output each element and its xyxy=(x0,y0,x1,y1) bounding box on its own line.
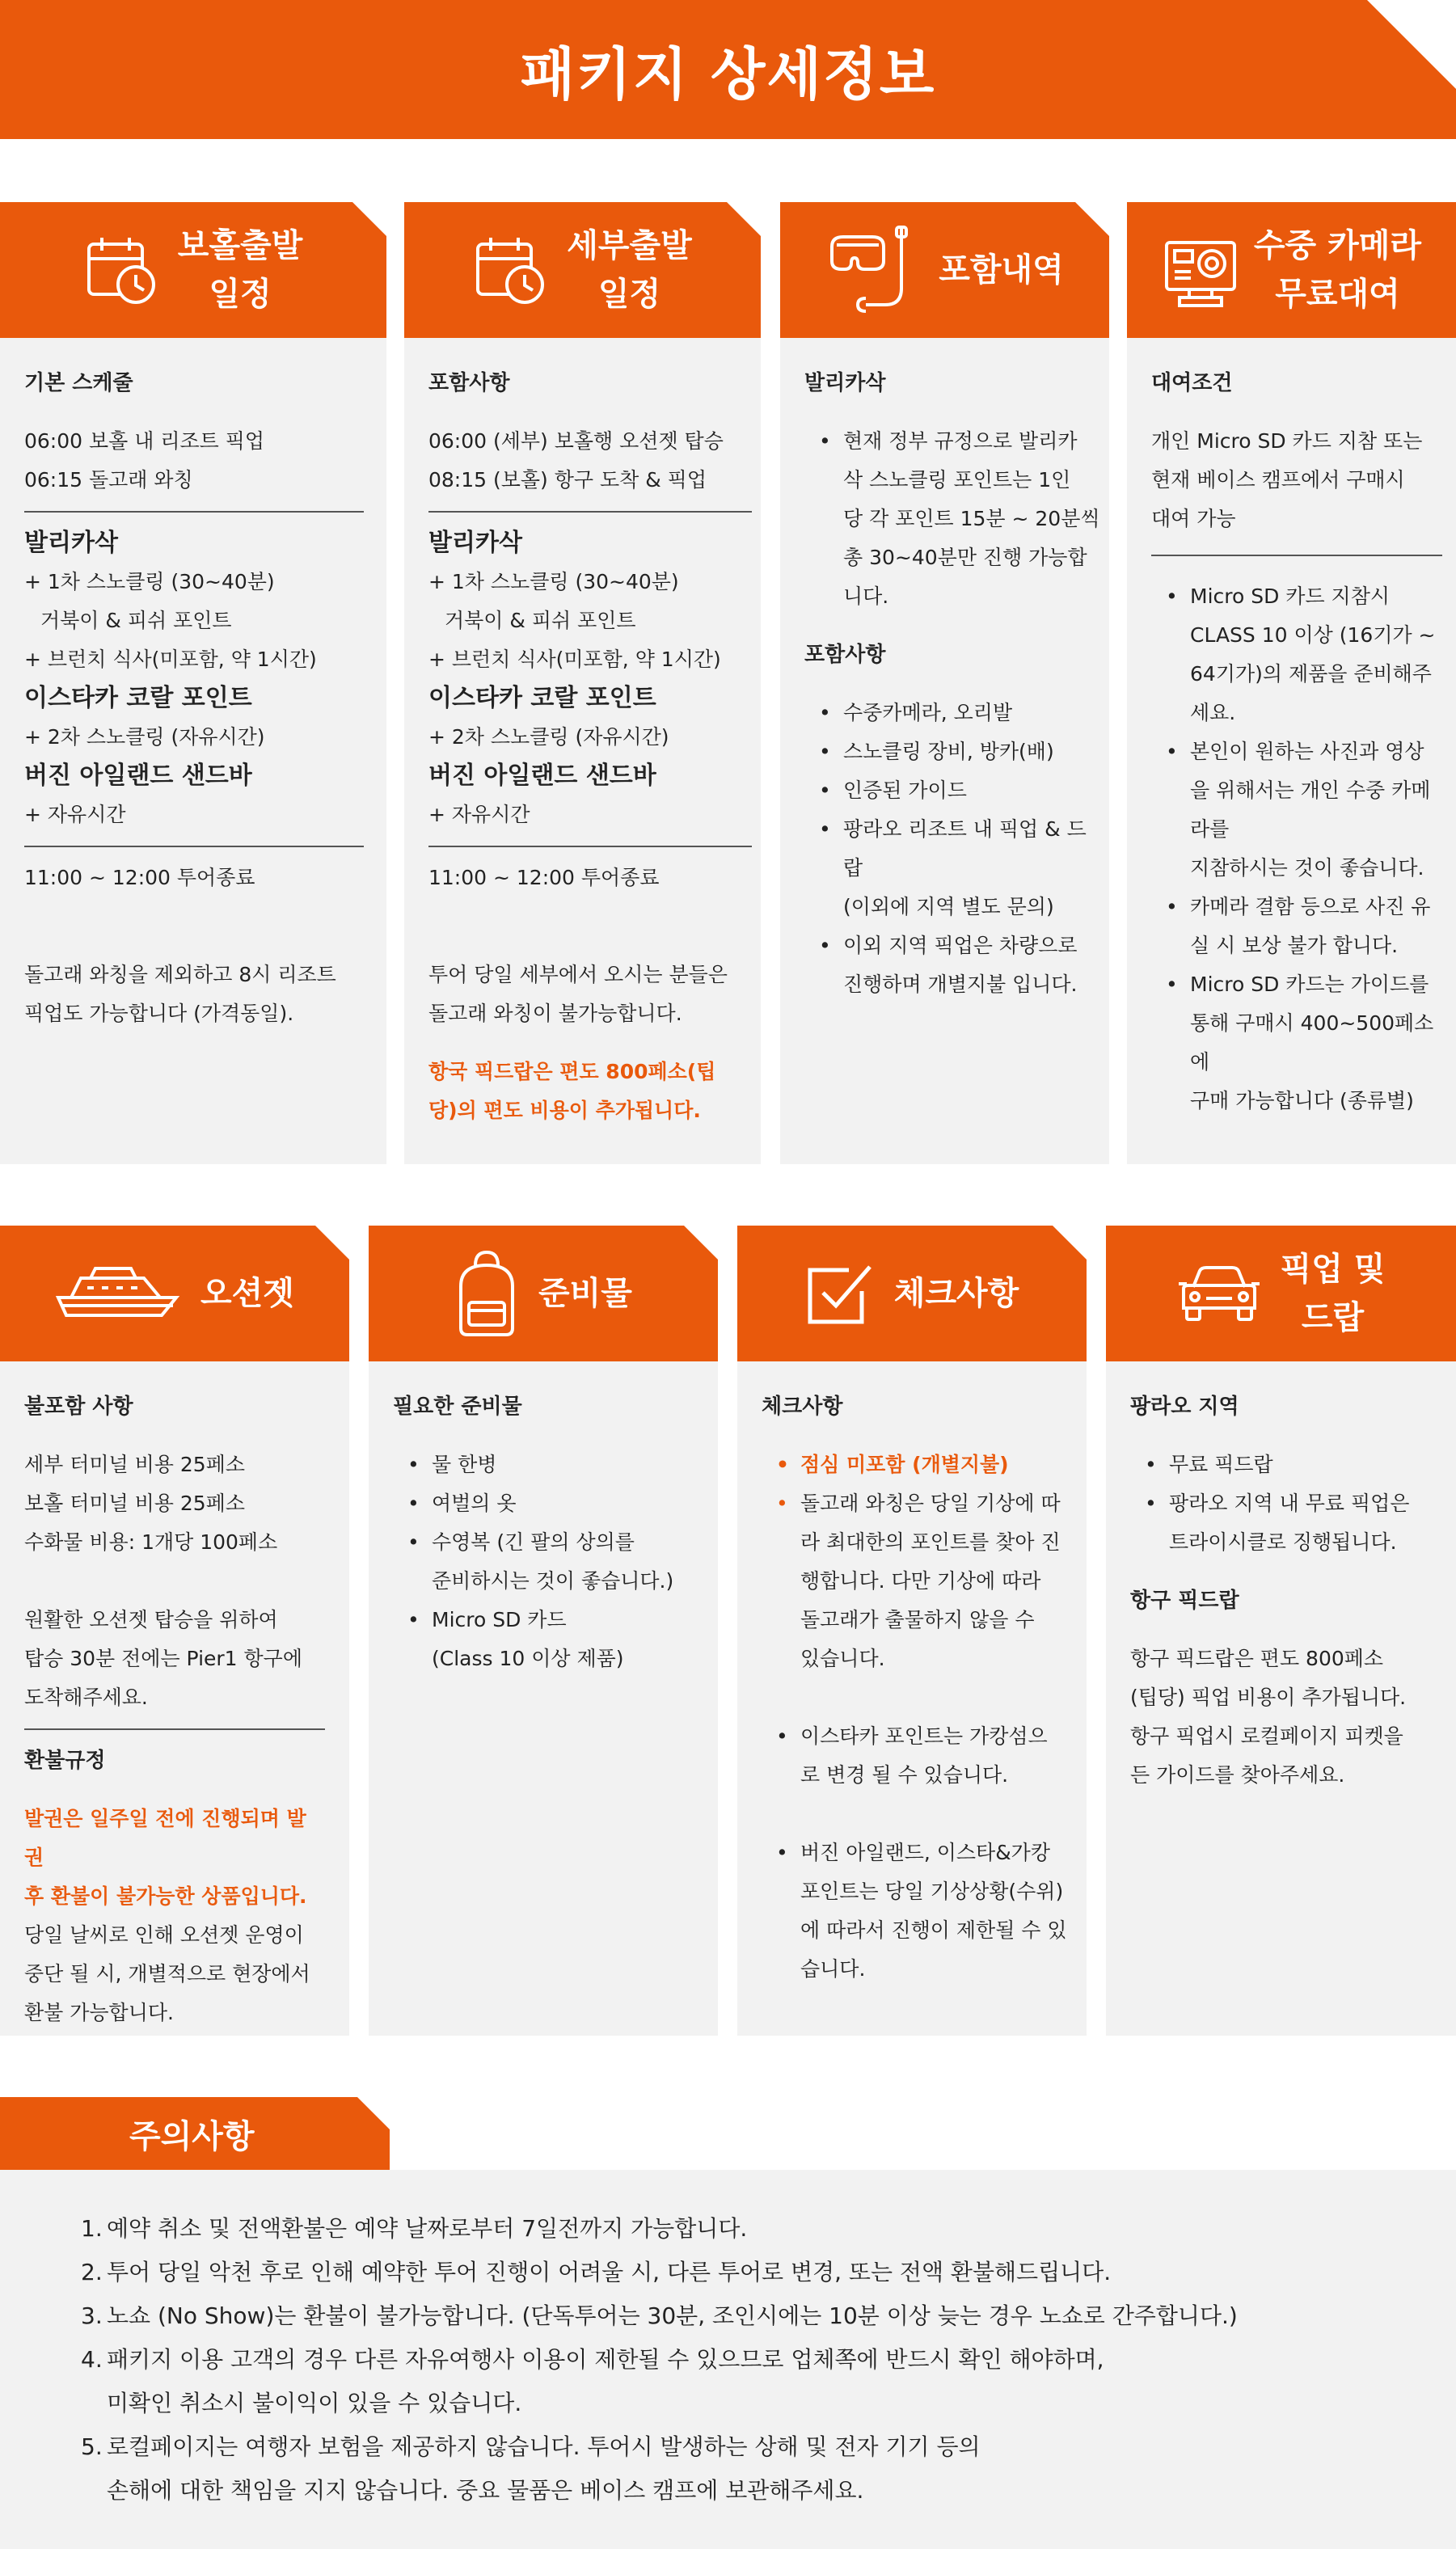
checkbox-icon xyxy=(805,1259,875,1328)
section-label: 발리카삭 xyxy=(804,371,886,395)
card-oceanjet-body: 불포함 사항 세부 터미널 비용 25페소 보홀 터미널 비용 25페소 수화물 비용: 1개당 100페소 원활한 오션젯 탑승을 위하여 탑승 30분 전에는 Pier1 항구에 도착해주세요. 환불규정 발권은 일주일 전에 진행되며 발권 후 환불이 불가능한 상품입니다. 당일 날씨로 인해 오션젯 운영이 중단 될 시, 개별적으로 현장에서 환불 가능합니다. xyxy=(24,1387,325,2032)
section-label: 환불규정 xyxy=(24,1749,106,1773)
card-title: 체크사항 xyxy=(893,1275,1019,1312)
section-label: 기본 스케줄 xyxy=(24,371,133,395)
divider xyxy=(1151,555,1442,556)
list-item: • 점심 미포함 (개별지불) xyxy=(762,1445,1069,1484)
card-pickup-body: 팡라오 지역 • 무료 픽드랍 • 팡라오 지역 내 무료 픽업은 트라이시클로 징행됩니다. 항구 픽드랍 항구 픽드랍은 편도 800페소 (팁당) 픽업 비용이 추가됩니다. 항구 픽업시 로컬페이지 피켓을 든 가이드를 찾아주세요. xyxy=(1130,1387,1437,1795)
card-title: 수중 카메라 무료대여 xyxy=(1253,227,1422,313)
section-label: 항구 픽드랍 xyxy=(1130,1589,1239,1613)
card-camera-body: 대여조건 개인 Micro SD 카드 지참 또는 현재 베이스 캠프에서 구매시 대여 가능 • Micro SD 카드 지참시 CLASS 10 이상 (16기가 ~ 64기가)의 제품을 준비해주 세요. • 본인이 원하는 사진과 영상 을 위해서는 개인 수중 카메 라를 지참하시는 것이 좋습니다. • 카메라 결함 등으로 사진 유 실 시 보상 불가 합니다. • Micro SD 카드는 가이드를 통해 구매시 400~500페소 에 구매 가능합니다 (종류별) xyxy=(1151,364,1442,1120)
notice-title: 주의사항 xyxy=(129,2117,255,2155)
list-item: • 본인이 원하는 사진과 영상 을 위해서는 개인 수중 카메 라를 지참하시는 것이 좋습니다. xyxy=(1151,732,1442,888)
list-item: • Micro SD 카드 지참시 CLASS 10 이상 (16기가 ~ 64기가)의 제품을 준비해주 세요. xyxy=(1151,577,1442,732)
card-title: 준비물 xyxy=(538,1275,632,1312)
backpack-icon xyxy=(454,1249,519,1338)
list-item: • 수영복 (긴 팔의 상의를 준비하시는 것이 좋습니다.) xyxy=(393,1523,708,1601)
divider xyxy=(428,846,752,847)
section-label: 팡라오 지역 xyxy=(1130,1395,1239,1419)
section-label: 필요한 준비물 xyxy=(393,1395,522,1419)
card-pickup-header xyxy=(1106,1226,1456,1361)
card-title: 픽업 및 드랍 xyxy=(1280,1251,1386,1336)
list-item: • 스노클링 장비, 방카(배) xyxy=(804,732,1104,771)
page-title: 패키지 상세정보 xyxy=(520,40,936,108)
car-icon xyxy=(1177,1263,1261,1324)
calendar-clock-icon xyxy=(84,233,158,307)
card-preparation-header xyxy=(369,1226,718,1361)
divider xyxy=(24,846,364,847)
notice-item: 4. 패키지 이용 고객의 경우 다른 자유여행사 이용이 제한될 수 있으므로 업체쪽에 반드시 확인 해야하며, 미확인 취소시 불이익이 있을 수 있습니다. xyxy=(81,2346,1104,2416)
section-label: 대여조건 xyxy=(1151,371,1233,395)
card-check-body xyxy=(762,1387,1069,1989)
card-preparation-body xyxy=(393,1387,708,1678)
calendar-clock-icon xyxy=(473,233,547,307)
card-bohol-header xyxy=(0,202,386,338)
page-header-banner xyxy=(0,0,1456,139)
section-label: 포함사항 xyxy=(428,371,510,395)
list-item: • 이스타카 포인트는 가캉섬으 로 변경 될 수 있습니다. xyxy=(762,1717,1069,1795)
divider xyxy=(24,1728,325,1730)
card-check-header xyxy=(737,1226,1087,1361)
list-item: • Micro SD 카드 (Class 10 이상 제품) xyxy=(393,1601,708,1678)
list-item: • Micro SD 카드는 가이드를 통해 구매시 400~500페소 에 구매 가능합니다 (종류별) xyxy=(1151,965,1442,1120)
list-item: • 여벌의 옷 xyxy=(393,1484,708,1523)
list-item: • 무료 픽드랍 xyxy=(1130,1445,1437,1484)
card-included-header xyxy=(780,202,1109,338)
list-item: • 돌고래 와칭은 당일 기상에 따 라 최대한의 포인트를 찾아 진 행합니다. 다만 기상에 따라 돌고래가 출물하지 않을 수 있습니다. xyxy=(762,1484,1069,1678)
card-bohol-body: 기본 스케줄 06:00 보홀 내 리조트 픽업 06:15 돌고래 와칭 발리카삭 + 1차 스노클링 (30~40분) 거북이 & 피쉬 포인트 + 브런치 식사(미포함, 약 1시간) 이스타카 코랄 포인트 + 2차 스노클링 (자유시간) 버진 아일랜드 샌드바 + 자유시간 11:00 ~ 12:00 투어종료 돌고래 와칭을 제외하고 8시 리조트 픽업도 가능합니다 (가격동일). xyxy=(24,364,364,1033)
card-cebu-header xyxy=(404,202,761,338)
card-oceanjet-header xyxy=(0,1226,349,1361)
list-item: • 물 한병 xyxy=(393,1445,708,1484)
snorkel-mask-icon xyxy=(825,226,919,314)
card-title: 오션젯 xyxy=(200,1275,294,1312)
card-cebu-body: 포함사항 06:00 (세부) 보홀행 오션젯 탑승 08:15 (보홀) 항구 도착 & 픽업 발리카삭 + 1차 스노클링 (30~40분) 거북이 & 피쉬 포인트 + 브런치 식사(미포함, 약 1시간) 이스타카 코랄 포인트 + 2차 스노클링 (자유시간) 버진 아일랜드 샌드바 + 자유시간 11:00 ~ 12:00 투어종료 투어 당일 세부에서 오시는 분들은 돌고래 와칭이 불가능합니다. 항국 픽드랍은 편도 800페소(팁 당)의 편도 비용이 추가됩니다. xyxy=(428,364,752,1130)
notice-item: 1. 예약 취소 및 전액환불은 예약 날짜로부터 7일전까지 가능합니다. xyxy=(81,2215,748,2242)
card-title: 세부출발 일정 xyxy=(567,227,692,313)
notice-item: 5. 로컬페이지는 여행자 보험을 제공하지 않습니다. 투어시 발생하는 상해 및 전자 기기 등의 손해에 대한 책임을 지지 않습니다. 중요 물품은 베이스 캠프에 보관해주세요. xyxy=(81,2433,981,2504)
list-item: • 버진 아일랜드, 이스타&가캉 포인트는 당일 기상상황(수위) 에 따라서 진행이 제한될 수 있 습니다. xyxy=(762,1834,1069,1989)
list-item: • 이외 지역 픽업은 차량으로 진행하며 개별지불 입니다. xyxy=(804,926,1104,1004)
list-item: • 수중카메라, 오리발 xyxy=(804,694,1104,732)
card-title: 보홀출발 일정 xyxy=(177,227,303,313)
card-camera-header xyxy=(1127,202,1456,338)
list-item: • 카메라 결함 등으로 사진 유 실 시 보상 불가 합니다. xyxy=(1151,888,1442,965)
divider xyxy=(428,511,752,513)
notice-list xyxy=(81,2207,1391,2513)
section-label: 포함사항 xyxy=(804,643,886,667)
refund-warning: 발권은 일주일 전에 진행되며 발권 xyxy=(24,1807,306,1869)
ferry-icon xyxy=(55,1265,181,1322)
list-item: • 현재 정부 규정으로 발리카 삭 스노클링 포인트는 1인 당 각 포인트 15분 ~ 20분씩 총 30~40분만 진행 가능합 니다. xyxy=(804,422,1104,616)
list-item: • 팡라오 리조트 내 픽업 & 드 랍 (이외에 지역 별도 문의) xyxy=(804,810,1104,926)
section-label: 체크사항 xyxy=(762,1395,843,1419)
notice-item: 2. 투어 당일 악천 후로 인해 예약한 투어 진행이 어려울 시, 다른 투어로 변경, 또는 전액 환불해드립니다. xyxy=(81,2259,1112,2285)
section-label: 불포함 사항 xyxy=(24,1395,133,1419)
list-item: • 인증된 가이드 xyxy=(804,771,1104,810)
notice-header xyxy=(0,2097,390,2170)
pickup-warning: 항국 픽드랍은 편도 800페소(팁 xyxy=(428,1060,716,1083)
notice-item: 3. 노쇼 (No Show)는 환불이 불가능합니다. (단독투어는 30분, 조인시에는 10분 이상 늦는 경우 노쇼로 간주합니다.) xyxy=(81,2302,1238,2329)
divider xyxy=(24,511,364,513)
card-title: 포함내역 xyxy=(939,251,1064,289)
list-item: • 팡라오 지역 내 무료 픽업은 트라이시클로 징행됩니다. xyxy=(1130,1484,1437,1562)
card-included-body xyxy=(804,364,1104,1004)
action-camera-icon xyxy=(1162,231,1239,309)
